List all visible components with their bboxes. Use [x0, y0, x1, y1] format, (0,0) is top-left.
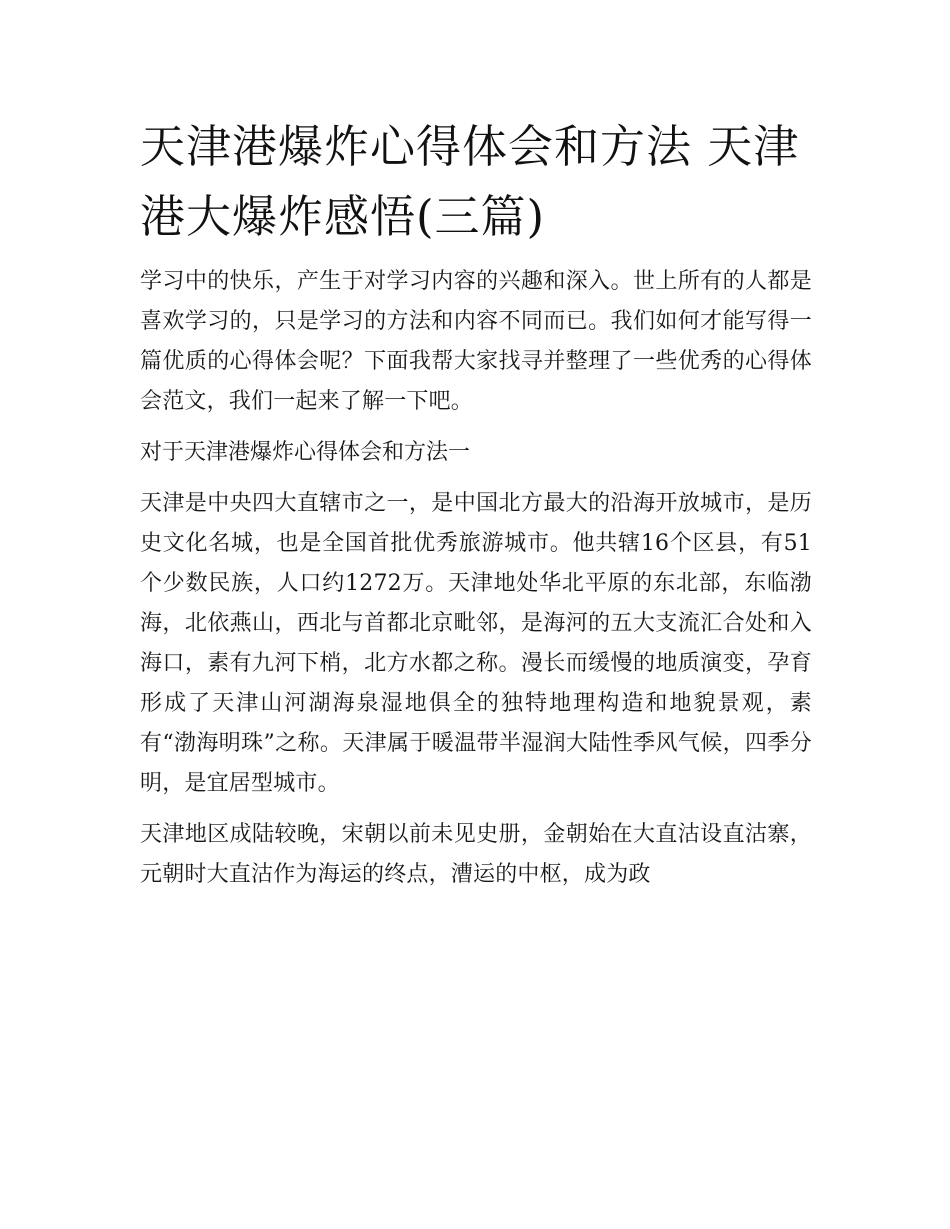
body-paragraph-1: 天津是中央四大直辖市之一，是中国北方最大的沿海开放城市，是历史文化名城，也是全国首批优秀旅游城市。他共辖16个区县，有51个少数民族，人口约1272万。天津地处华北平原的东北部，东临渤海，北依燕山，西北与首都北京毗邻，是海河的五大支流汇合处和入海口，素有九河下梢，北方水都之称。漫长而缓慢的地质演变，孕育形成了天津山河湖海泉湿地俱全的独特地理构造和地貌景观，素有“渤海明珠”之称。天津属于暖温带半湿润大陆性季风气候，四季分明，是宜居型城市。: [140, 491, 812, 796]
document-page: [140, 112, 812, 895]
section-heading: 对于天津港爆炸心得体会和方法一: [140, 440, 471, 465]
intro-paragraph: 学习中的快乐，产生于对学习内容的兴趣和深入。世上所有的人都是喜欢学习的，只是学习的方法和内容不同而已。我们如何才能写得一篇优质的心得体会呢？下面我帮大家找寻并整理了一些优秀的心得体会范文，我们一起来了解一下吧。: [140, 269, 812, 414]
body-paragraph-2: 天津地区成陆较晚，宋朝以前未见史册，金朝始在大直沽设直沽寨，元朝时大直沽作为海运的终点，漕运的中枢，成为政: [140, 822, 812, 887]
document-title: 天津港爆炸心得体会和方法 天津港大爆炸感悟(三篇): [140, 120, 800, 243]
